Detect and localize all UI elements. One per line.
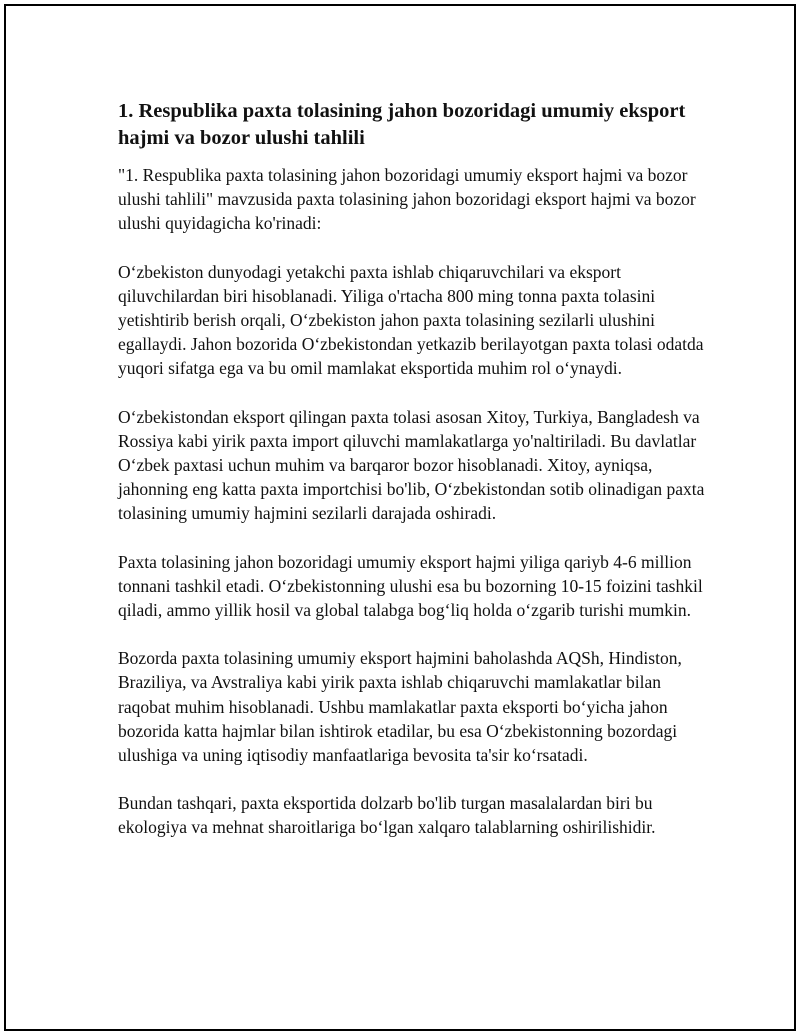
section-heading: 1. Respublika paxta tolasining jahon bozoridagi umumiy eksport hajmi va bozor ulushi tahlili bbox=[118, 100, 686, 149]
paragraph-export-destinations: O‘zbekistondan eksport qilingan paxta tolasi asosan Xitoy, Turkiya, Bangladesh va Rossiya kabi yirik paxta import qiluvchi mamlakatlarga yo'naltiriladi. Bu davlatlar O‘zbek paxtasi uchun muhim va barqaror bozor hisoblanadi. Xitoy, ayniqsa, jahonning eng katta paxta importchisi bo'lib, O‘zbekistondan sotib olinadigan paxta tolasining umumiy hajmini sezilarli darajada oshiradi. bbox=[118, 406, 705, 524]
page-frame bbox=[4, 4, 796, 1031]
paragraph-production: O‘zbekiston dunyodagi yetakchi paxta ishlab chiqaruvchilari va eksport qiluvchilardan biri hisoblanadi. Yiliga o'rtacha 800 ming tonna paxta tolasini yetishtirib berish orqali, O‘zbekiston jahon paxta tolasining sezilarli ulushini egallaydi. Jahon bozorida O‘zbekistondan yetkazib berilayotgan paxta tolasi odatda yuqori sifatga ega va bu omil mamlakat eksportida muhim rol o‘ynaydi. bbox=[118, 261, 704, 379]
paragraph-requirements: Bundan tashqari, paxta eksportida dolzarb bo'lib turgan masalalardan biri bu ekologiya va mehnat sharoitlariga bo‘lgan xalqaro talablarning oshirilishidir. bbox=[118, 793, 656, 838]
paragraph-intro: "1. Respublika paxta tolasining jahon bozoridagi umumiy eksport hajmi va bozor ulushi tahlili" mavzusida paxta tolasining jahon bozoridagi eksport hajmi va bozor ulushi quyidagicha ko'rinadi: bbox=[118, 165, 696, 234]
paragraph-competition: Bozorda paxta tolasining umumiy eksport hajmini baholashda AQSh, Hindiston, Braziliya, va Avstraliya kabi yirik paxta ishlab chiqaruvchi mamlakatlar bilan raqobat muhim hisoblanadi. Ushbu mamlakatlar paxta eksporti bo‘yicha jahon bozorida katta hajmlar bilan ishtirok etadilar, bu esa O‘zbekistonning bozordagi ulushiga va uning iqtisodiy manfaatlariga bevosita ta'sir ko‘rsatadi. bbox=[118, 648, 682, 766]
document-body bbox=[118, 98, 708, 864]
paragraph-market-volume: Paxta tolasining jahon bozoridagi umumiy eksport hajmi yiliga qariyb 4-6 million tonnani tashkil etadi. O‘zbekistonning ulushi esa bu bozorning 10-15 foizini tashkil qiladi, ammo yillik hosil va global talabga bog‘liq holda o‘zgarib turishi mumkin. bbox=[118, 551, 703, 621]
